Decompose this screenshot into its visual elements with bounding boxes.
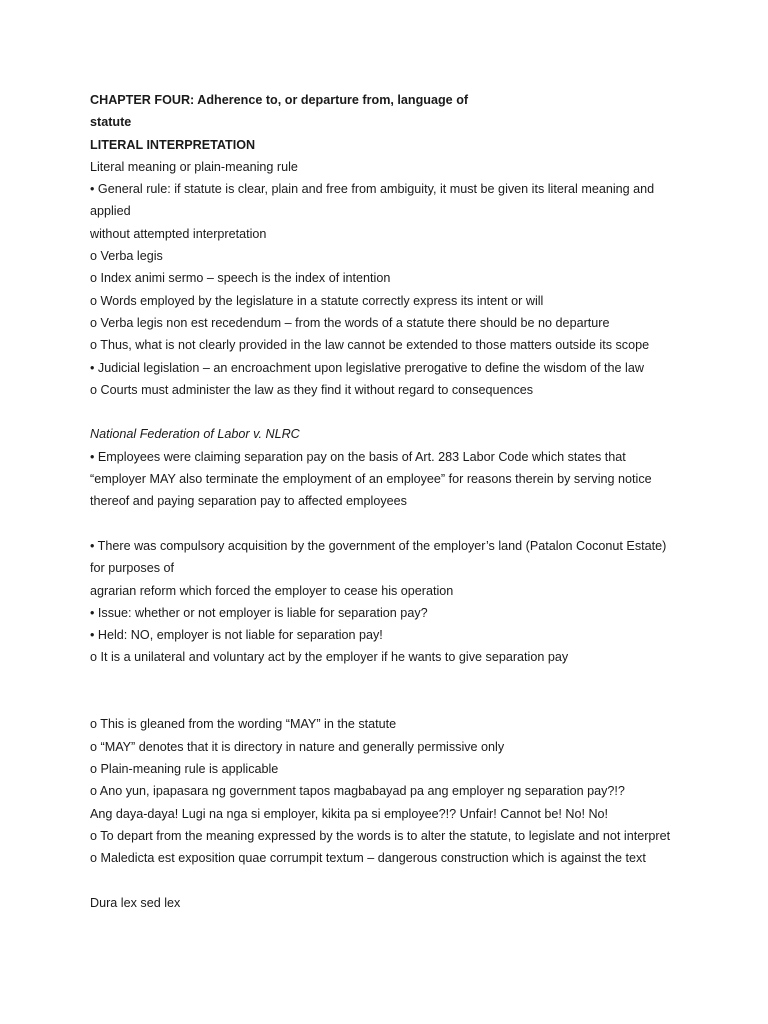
text-line: • Employees were claiming separation pay on the basis of Art. 283 Labor Code which states that <box>90 449 626 464</box>
text-line: o Ano yun, ipapasara ng government tapos magbabayad pa ang employer ng separation pay?!? <box>90 784 625 799</box>
paragraph-spacer <box>90 669 730 714</box>
text-line: Literal meaning or plain-meaning rule <box>90 159 298 174</box>
chapter-title-line-2: statute <box>90 115 132 130</box>
document-page <box>90 89 730 914</box>
text-line: • General rule: if statute is clear, plain and free from ambiguity, it must be given its literal meaning and <box>90 182 655 197</box>
text-line: • Judicial legislation – an encroachment upon legislative prerogative to define the wisdom of the law <box>90 360 644 375</box>
text-line: • There was compulsory acquisition by the government of the employer’s land (Patalon Coconut Estate) <box>90 538 667 553</box>
text-line: o Thus, what is not clearly provided in the law cannot be extended to those matters outside its scope <box>90 338 650 353</box>
text-line: o Maledicta est exposition quae corrumpit textum – dangerous construction which is against the text <box>90 851 646 866</box>
text-line: Ang daya-daya! Lugi na nga si employer, kikita pa si employee?!? Unfair! Cannot be! No! No! <box>90 806 609 821</box>
text-line: o This is gleaned from the wording “MAY” in the statute <box>90 717 397 732</box>
text-line: o Plain-meaning rule is applicable <box>90 761 279 776</box>
text-line: thereof and paying separation pay to affected employees <box>90 494 407 509</box>
chapter-title-line-1: CHAPTER FOUR: Adherence to, or departure from, language of <box>90 93 469 107</box>
text-line: • Issue: whether or not employer is liable for separation pay? <box>90 605 428 620</box>
text-line: applied <box>90 204 131 219</box>
paragraph-spacer <box>90 401 730 423</box>
text-line: “employer MAY also terminate the employment of an employee” for reasons therein by serving notice <box>90 472 652 487</box>
text-line: o Index animi sermo – speech is the index of intention <box>90 271 391 286</box>
closing-maxim: Dura lex sed lex <box>90 895 181 910</box>
case-title: National Federation of Labor v. NLRC <box>90 427 300 442</box>
text-line: • Held: NO, employer is not liable for separation pay! <box>90 628 383 643</box>
paragraph-spacer <box>90 513 730 535</box>
text-line: o Verba legis <box>90 249 163 264</box>
text-line: o Words employed by the legislature in a statute correctly express its intent or will <box>90 293 544 308</box>
text-line: o “MAY” denotes that it is directory in nature and generally permissive only <box>90 739 505 754</box>
text-line: agrarian reform which forced the employer to cease his operation <box>90 583 454 598</box>
text-line: o Courts must administer the law as they find it without regard to consequences <box>90 382 534 397</box>
text-line: for purposes of <box>90 561 175 576</box>
text-line: o It is a unilateral and voluntary act by the employer if he wants to give separation pay <box>90 650 569 665</box>
text-line: o Verba legis non est recedendum – from the words of a statute there should be no departure <box>90 315 610 330</box>
paragraph-spacer <box>90 869 730 891</box>
section-heading: LITERAL INTERPRETATION <box>90 137 256 152</box>
text-line: o To depart from the meaning expressed by the words is to alter the statute, to legislate and not interpret <box>90 828 671 843</box>
text-line: without attempted interpretation <box>90 226 267 241</box>
